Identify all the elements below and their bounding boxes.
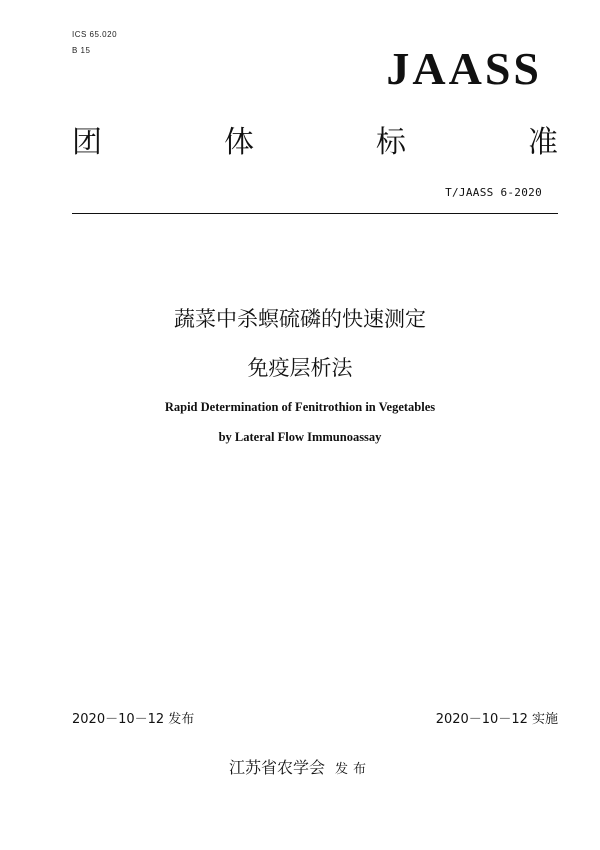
publisher-line (0, 760, 600, 776)
implementation-date: 2020－10－12 实施 (435, 712, 558, 727)
title-english-line-1: Rapid Determination of Fenitrothion in Vegetables (164, 400, 436, 414)
standard-type-heading (72, 125, 558, 160)
jaass-logo: JAASS (386, 43, 542, 94)
title-chinese-line-1: 蔬菜中杀螟硫磷的快速测定 (174, 307, 426, 331)
standard-type-char: 体 (224, 125, 254, 160)
standard-type-char: 准 (528, 125, 558, 160)
publisher-action: 发布 (335, 762, 372, 777)
ccs-code: B 15 (72, 46, 91, 55)
standard-type-char: 团 (72, 125, 102, 160)
title-chinese-line-2: 免疫层析法 (247, 356, 353, 380)
standard-number: T/JAASS 6-2020 (445, 186, 542, 199)
ics-code: ICS 65.020 (72, 30, 118, 39)
standard-type-char: 标 (376, 125, 406, 160)
publisher-name: 江苏省农学会 (228, 758, 325, 777)
issue-date: 2020－10－12 发布 (72, 712, 195, 727)
header-divider (72, 213, 558, 214)
title-english-line-2: by Lateral Flow Immunoassay (218, 430, 382, 444)
